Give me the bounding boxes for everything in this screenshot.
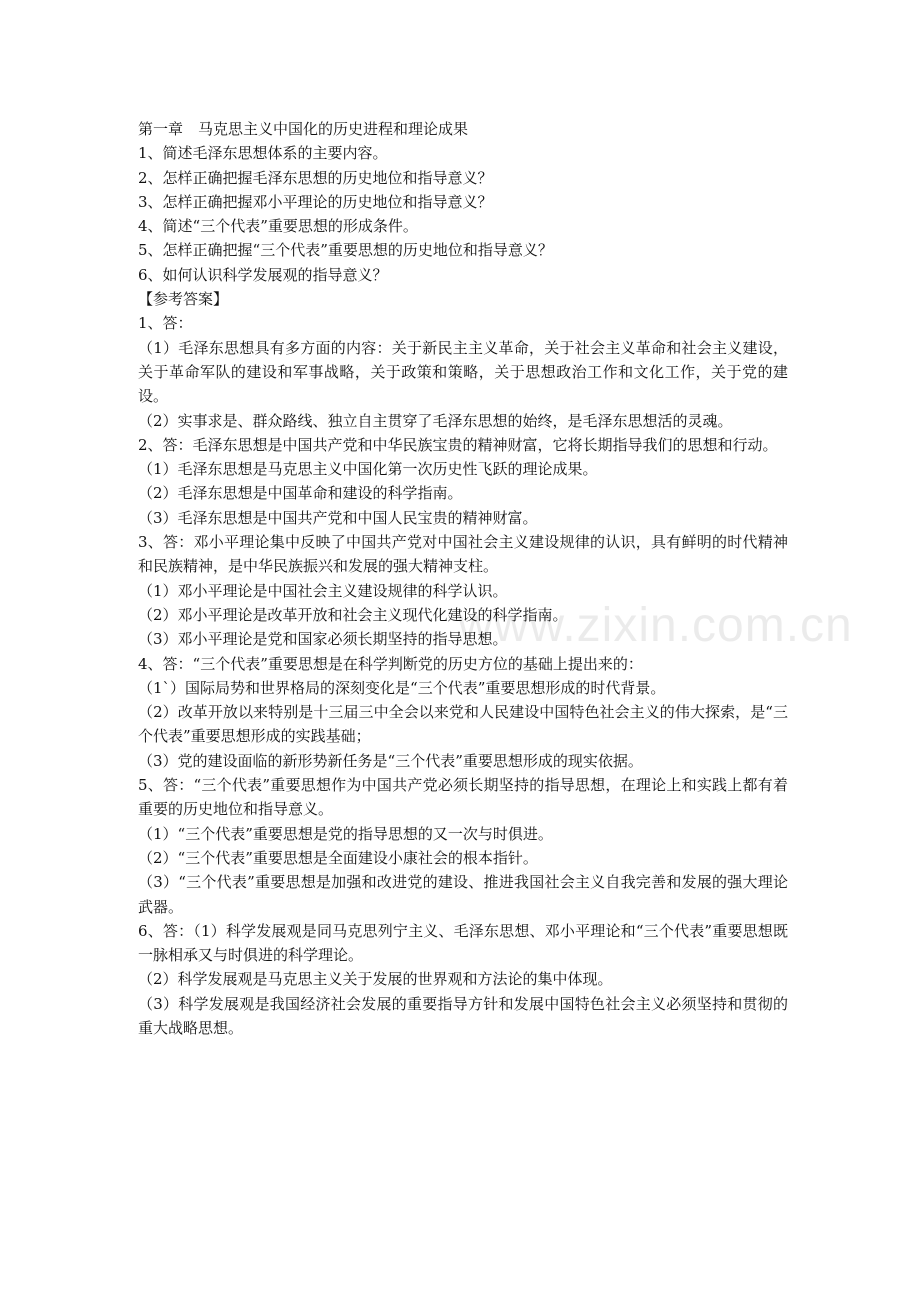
document-body <box>138 117 788 1040</box>
answer-paragraph: 2、答：毛泽东思想是中国共产党和中华民族宝贵的精神财富，它将长期指导我们的思想和行动。 <box>138 435 778 454</box>
question-item: 1、简述毛泽东思想体系的主要内容。 <box>138 144 388 163</box>
answer-paragraph: （3）毛泽东思想是中国共产党和中国人民宝贵的精神财富。 <box>138 508 538 527</box>
question-item: 4、简述“三个代表”重要思想的形成条件。 <box>138 217 418 236</box>
answer-paragraph: （2）改革开放以来特别是十三届三中全会以来党和人民建设中国特色社会主义的伟大探索，是“三个代表”重要思想形成的实践基础； <box>138 703 788 746</box>
answers-heading: 【参考答案】 <box>138 290 229 309</box>
answer-paragraph: 5、答：“三个代表”重要思想作为中国共产党必须长期坚持的指导思想，在理论上和实践上都有着重要的历史地位和指导意义。 <box>138 776 788 819</box>
answer-paragraph: （3）“三个代表”重要思想是加强和改进党的建设、推进我国社会主义自我完善和发展的强大理论武器。 <box>138 873 788 916</box>
answer-paragraph: 4、答：“三个代表”重要思想是在科学判断党的历史方位的基础上提出来的： <box>138 654 643 673</box>
answer-paragraph: （2）实事求是、群众路线、独立自主贯穿了毛泽东思想的始终，是毛泽东思想活的灵魂。 <box>138 411 733 430</box>
answer-paragraph: （1）毛泽东思想具有多方面的内容：关于新民主主义革命，关于社会主义革命和社会主义建设，关于革命军队的建设和军事战略，关于政策和策略，关于思想政治工作和文化工作，关于党的建设。 <box>138 338 788 406</box>
answer-paragraph: （1）毛泽东思想是马克思主义中国化第一次历史性飞跃的理论成果。 <box>138 460 598 479</box>
chapter-title: 第一章 马克思主义中国化的历史进程和理论成果 <box>138 120 469 138</box>
answer-paragraph: （2）“三个代表”重要思想是全面建设小康社会的根本指针。 <box>138 848 538 867</box>
answer-paragraph: （3）党的建设面临的新形势新任务是“三个代表”重要思想形成的现实依据。 <box>138 751 643 770</box>
answer-paragraph: （3）科学发展观是我国经济社会发展的重要指导方针和发展中国特色社会主义必须坚持和贯彻的重大战略思想。 <box>138 994 788 1037</box>
answer-paragraph: （2）邓小平理论是改革开放和社会主义现代化建设的科学指南。 <box>138 605 568 624</box>
question-item: 5、怎样正确把握“三个代表”重要思想的历史地位和指导意义？ <box>138 241 553 260</box>
question-item: 3、怎样正确把握邓小平理论的历史地位和指导意义？ <box>138 192 493 211</box>
answer-paragraph: （2）毛泽东思想是中国革命和建设的科学指南。 <box>138 484 463 503</box>
question-item: 2、怎样正确把握毛泽东思想的历史地位和指导意义？ <box>138 168 493 187</box>
answer-paragraph: （1）“三个代表”重要思想是党的指导思想的又一次与时俱进。 <box>138 824 553 843</box>
answer-paragraph: 6、答：（1）科学发展观是同马克思列宁主义、毛泽东思想、邓小平理论和“三个代表”重要思想既一脉相承又与时俱进的科学理论。 <box>138 921 788 965</box>
answer-paragraph: 3、答：邓小平理论集中反映了中国共产党对中国社会主义建设规律的认识，具有鲜明的时代精神和民族精神，是中华民族振兴和发展的强大精神支柱。 <box>138 533 788 576</box>
answer-paragraph: （3）邓小平理论是党和国家必须长期坚持的指导思想。 <box>138 630 508 649</box>
watermark: www.zixin.com.cn <box>458 599 853 652</box>
answer-paragraph: （1）邓小平理论是中国社会主义建设规律的科学认识。 <box>138 581 508 600</box>
answer-paragraph: 1、答： <box>138 314 193 333</box>
question-item: 6、如何认识科学发展观的指导意义？ <box>138 265 388 284</box>
answer-paragraph: （2）科学发展观是马克思主义关于发展的世界观和方法论的集中体现。 <box>138 970 613 989</box>
answer-paragraph: （1`）国际局势和世界格局的深刻变化是“三个代表”重要思想形成的时代背景。 <box>138 678 666 697</box>
